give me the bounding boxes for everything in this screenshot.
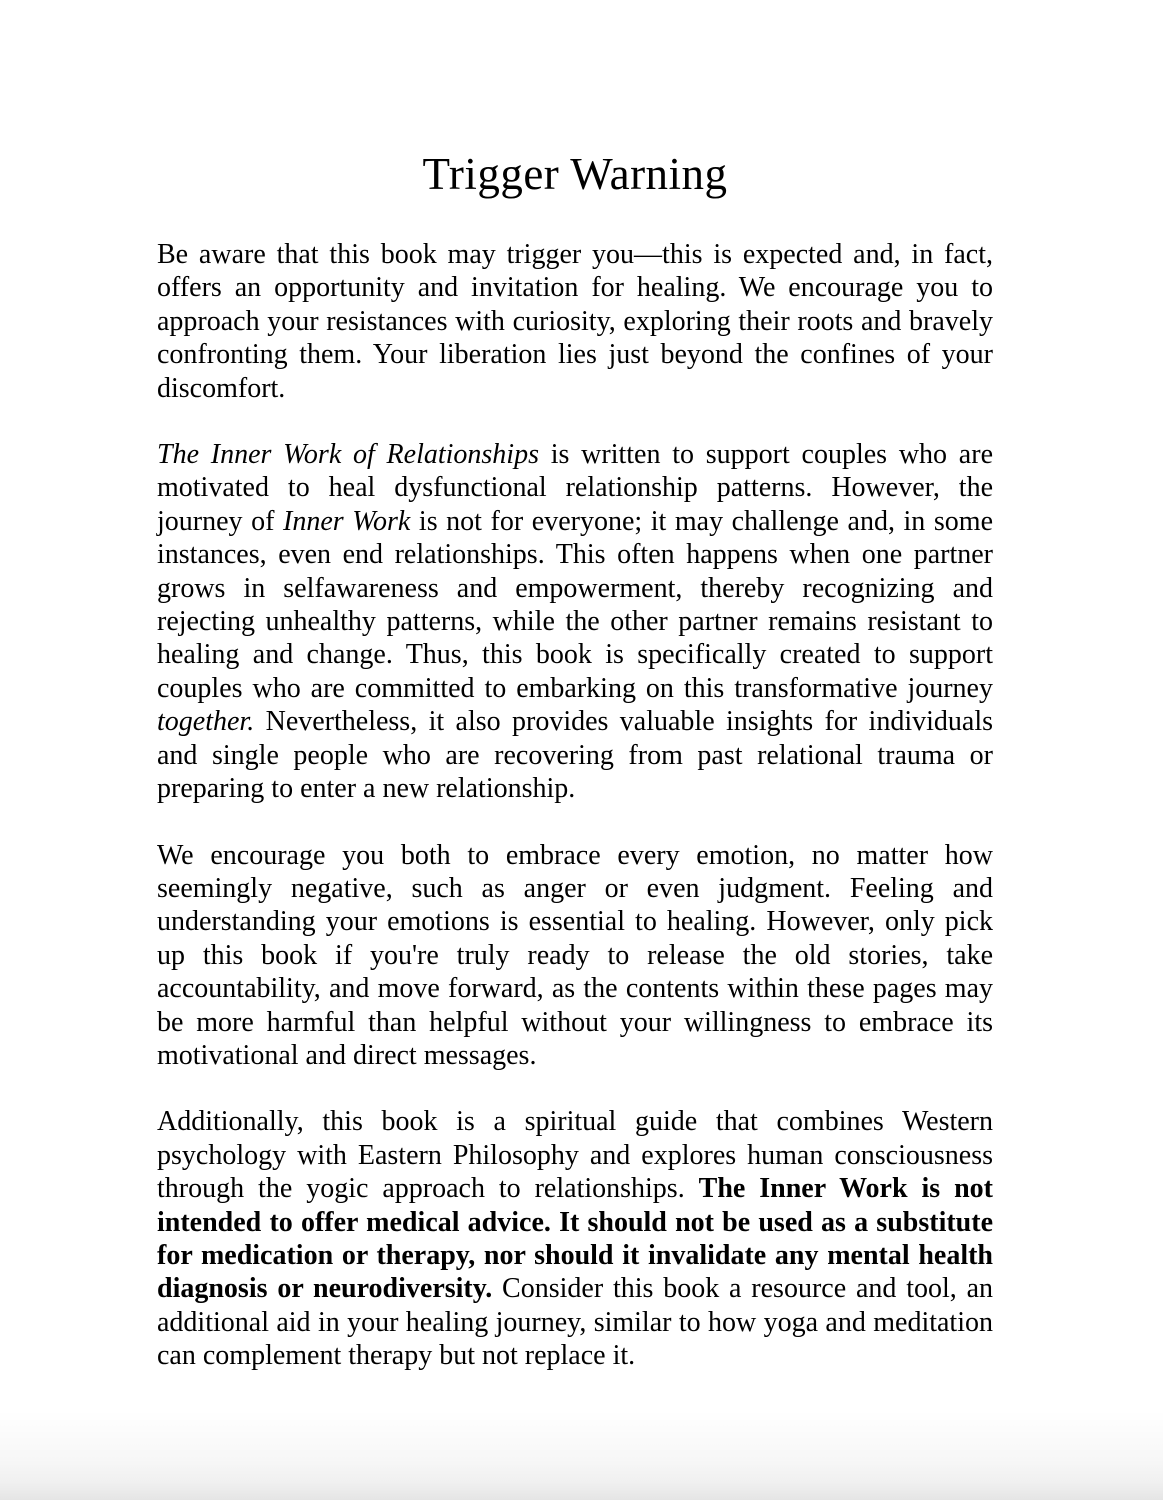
page-body (157, 238, 993, 1373)
text-run: is not for everyone; it may challenge and, in some instances, even end relationships. This often happens when one partner grows in selfawareness and empowerment, thereby recognizing and rejecting unhealthy patterns, while the other partner remains resistant to healing and change. Thus, this book is specifically created to support couples who are committed to embarking on this transformative journey (157, 505, 993, 704)
paragraph (157, 438, 993, 805)
page-title: Trigger Warning (422, 149, 728, 199)
italic-text-run: Inner Work (283, 505, 411, 537)
text-run: Nevertheless, it also provides valuable insights for individuals and single people who are recovering from past relational trauma or preparing to enter a new relationship. (157, 706, 993, 805)
text-run: is written to support couples who are motivated to heal dysfunctional relationship patterns. However, the journey of (157, 439, 993, 537)
text-run: Be aware that this book may trigger you—this is expected and, in fact, offers an opportunity and invitation for healing. We encourage you to approach your resistances with curiosity, exploring their roots and bravely confronting them. Your liberation lies just beyond the confines of your discomfort. (157, 239, 993, 404)
page-content (157, 148, 993, 1373)
text-run: Consider this book a resource and tool, an additional aid in your healing journey, similar to how yoga and meditation can complement therapy but not replace it. (157, 1273, 993, 1372)
bold-text-run: The Inner Work is not intended to offer medical advice. It should not be used as a substitute for medication or therapy, nor should it invalidate any mental health diagnosis or neurodiversity. (157, 1173, 993, 1305)
italic-text-run: The Inner Work of Relationships (157, 439, 539, 471)
paragraph (157, 238, 993, 405)
italic-text-run: together. (157, 706, 255, 738)
paragraph (157, 839, 993, 1073)
page-bottom-edge-shadow (0, 1410, 1163, 1500)
paragraph (157, 1105, 993, 1372)
text-run: Additionally, this book is a spiritual guide that combines Western psychology with Eastern Philosophy and explores human consciousness through the yogic approach to relationships. (157, 1106, 993, 1205)
text-run: We encourage you both to embrace every emotion, no matter how seemingly negative, such as anger or even judgment. Feeling and understanding your emotions is essential to healing. However, only pick up this book if you're truly ready to release the old stories, take accountability, and move forward, as the contents within these pages may be more harmful than helpful without your willingness to embrace its motivational and direct messages. (157, 839, 993, 1071)
